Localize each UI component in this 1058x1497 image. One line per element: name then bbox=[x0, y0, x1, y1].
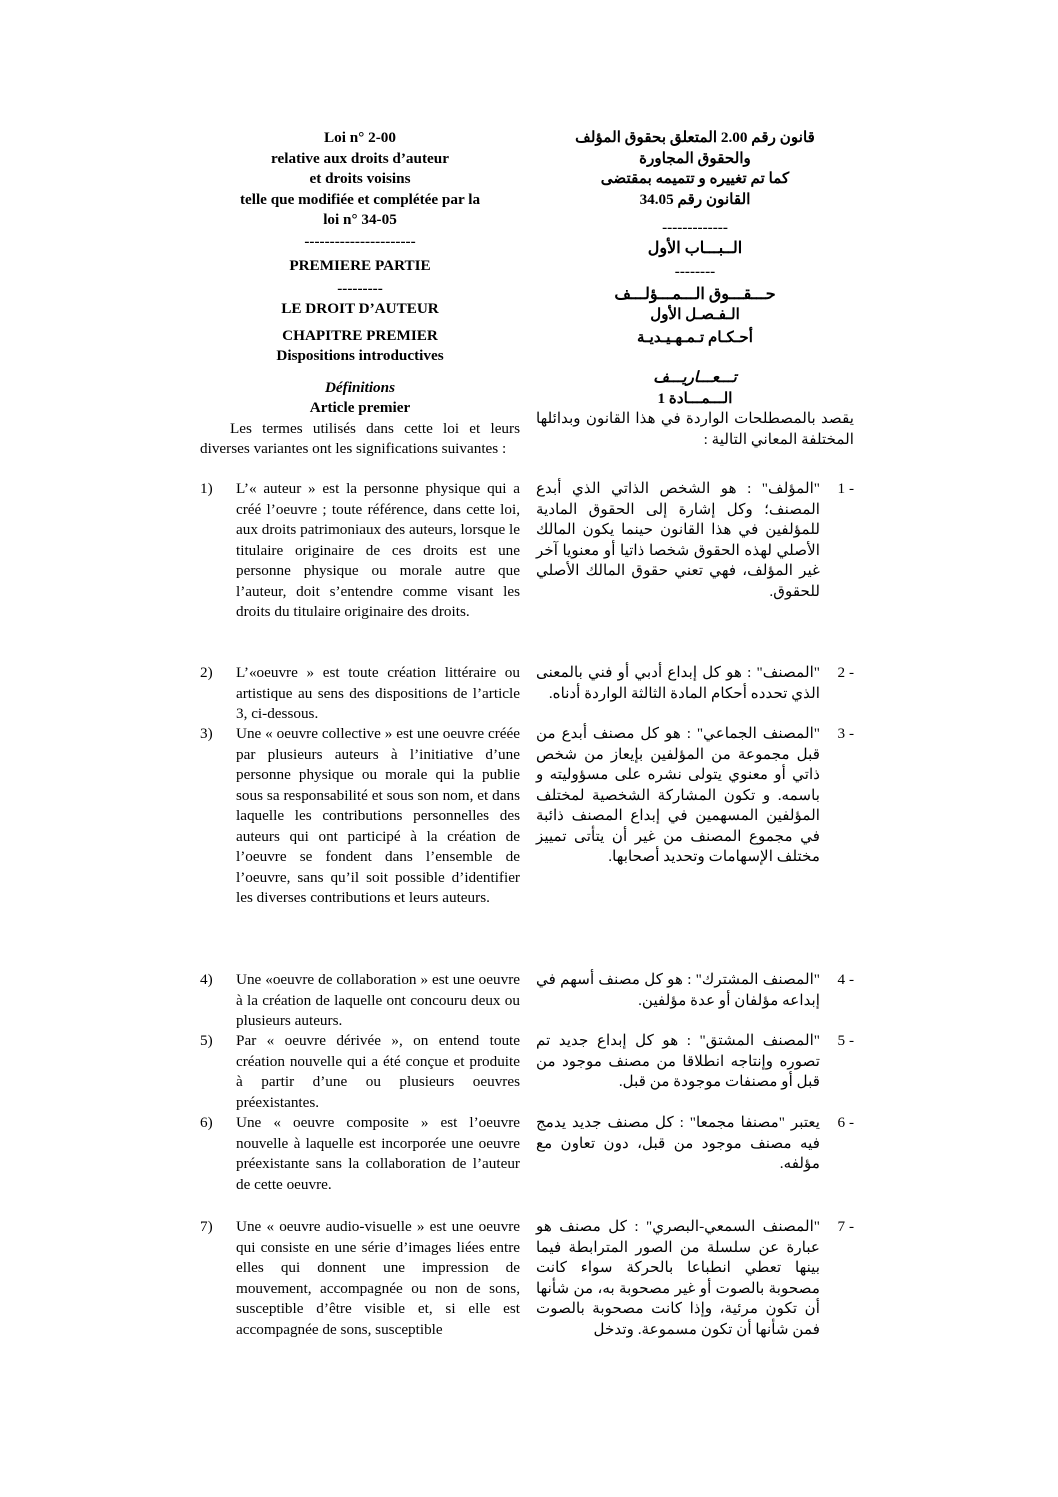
item-number: 1) bbox=[200, 480, 213, 497]
arabic-law-title bbox=[536, 128, 854, 210]
french-definition-item bbox=[200, 479, 520, 623]
french-title-line: relative aux droits d’auteur bbox=[271, 149, 449, 167]
arabic-column bbox=[536, 128, 854, 1338]
item-text: Une « oeuvre collective » est une oeuvre créée par plusieurs auteurs à l’initiative d’une personne physique ou morale qui la publie sous sa responsabilité et sous son nom, et dans laquelle les contributions personnelles des auteurs qui ont participé à la création de l’oeuvre se fondent dans l’ensemble de l’oeuvre, sans qu’il soit possible d’identifier les diverses contributions et leurs auteurs. bbox=[236, 725, 520, 906]
french-separator: --------- bbox=[337, 279, 383, 297]
item-number: 2 - bbox=[837, 664, 854, 681]
french-definitions-heading: Définitions bbox=[324, 378, 396, 396]
french-intro-text: Les termes utilisés dans cette loi et leurs diverses variantes ont les significations suivantes : bbox=[200, 419, 520, 457]
arabic-definition-item bbox=[536, 724, 854, 868]
arabic-madda-heading: الـــمـــادة 1 bbox=[657, 389, 733, 407]
item-text: L’«oeuvre » est toute création littéraire ou artistique au sens des dispositions de l’article 3, ci-dessous. bbox=[236, 664, 520, 722]
item-text: "المصنف الجماعي" : هو كل مصنف أبدع من قبل مجموعة من المؤلفين بإيعاز من شخص ذاتي أو معنوي يتولى نشره على مسؤوليته و باسمه. و تكون المشاركة الشخصية لمختلف المؤلفين المسهمين في إبداع المصنف ذائبة في مجموع المصنف من غير أن يتأتى تمييز مختلف الإسهامات وتحديد أصحابها. bbox=[536, 725, 820, 865]
item-text: "المصنف السمعي-البصري" : كل مصنف هو عبارة عن سلسلة من الصور المترابطة فيما بينها تعطي انطباعا بالحركة سواء كانت مصحوبة بالصوت أو غير مصحوبة به، من شأنها أن تكون مرئية، وإذا كانت مصحوبة بالصوت فمن شأنها أن تكون مسموعة. وتدخل bbox=[536, 1218, 820, 1338]
item-text: Une «oeuvre de collaboration » est une oeuvre à la création de laquelle ont concouru deux ou plusieurs auteurs. bbox=[236, 971, 520, 1029]
arabic-taarif-heading: تـــعـــاريـــف bbox=[653, 369, 737, 386]
french-definition-item bbox=[200, 1031, 520, 1113]
french-droit-heading: LE DROIT D’AUTEUR bbox=[281, 300, 439, 317]
french-column bbox=[200, 128, 520, 1338]
arabic-title-line: كما تم تغييره و تتميمه بمقتضى bbox=[600, 170, 790, 187]
arabic-definition-item bbox=[536, 1217, 854, 1340]
french-part-heading: PREMIERE PARTIE bbox=[289, 257, 431, 274]
arabic-ahkam-heading: أحـكـام تـمـهـيـديـة bbox=[637, 328, 753, 346]
arabic-fasl-heading: الـفـصـل الأول bbox=[650, 306, 740, 323]
item-text: يعتبر "مصنفا مجمعا" : كل مصنف جديد يدمج فيه مصنف موجود من قبل، دون تعاون مع مؤلفه. bbox=[536, 1114, 820, 1172]
french-title-line: Loi n° 2-00 bbox=[324, 129, 396, 146]
french-definition-item bbox=[200, 1217, 520, 1340]
arabic-title-line: والحقوق المجاورة bbox=[639, 149, 751, 167]
arabic-definition-item bbox=[536, 479, 854, 602]
arabic-title-line: قانون رقم 2.00 المتعلق بحقوق المؤلف bbox=[575, 129, 815, 146]
item-text: Une « oeuvre audio-visuelle » est une oeuvre qui consiste en une série d’images liées entre elles qui donnent une impression de mouvement, accompagnée ou non de sons, susceptible d’être visible et, si elle est accompagnée de sons, susceptible bbox=[236, 1218, 520, 1338]
arabic-definition-item bbox=[536, 663, 854, 704]
item-text: Par « oeuvre dérivée », on entend toute création nouvelle qui a été conçue et produite à partir d’une ou plusieurs oeuvres préexistantes. bbox=[236, 1032, 520, 1111]
french-definition-item bbox=[200, 663, 520, 725]
french-title-line: telle que modifiée et complétée par la bbox=[239, 190, 481, 208]
arabic-huquq-heading: حـــقـــوق الـــمـــؤلـــف bbox=[614, 285, 776, 303]
item-text: "المصنف المشتق" : هو كل إبداع جديد تم تصوره وإنتاجه انطلاقا من مصنف موجود من قبل أو مصنفات موجودة من قبل. bbox=[536, 1032, 820, 1090]
item-number: 6 - bbox=[837, 1114, 854, 1131]
french-separator: ---------------------- bbox=[304, 232, 416, 250]
french-intro bbox=[200, 419, 520, 460]
french-definition-item bbox=[200, 1113, 520, 1195]
arabic-definition-item bbox=[536, 970, 854, 1011]
french-definition-item bbox=[200, 970, 520, 1032]
french-title-line: et droits voisins bbox=[309, 170, 411, 187]
french-law-title bbox=[200, 128, 520, 231]
french-title-line: loi n° 34-05 bbox=[323, 211, 397, 228]
item-text: "المؤلف" : هو الشخص الذاتي الذي أبدع المصنف؛ وكل إشارة إلى الحقوق المادية للمؤلفين في هذا القانون حينما يكون المالك الأصلي لهذه الحقوق شخصا ذاتيا أو معنويا آخر غير المؤلف، فهي تعني حقوق المالك الأصلي للحقوق. bbox=[536, 480, 820, 600]
item-text: "المصنف المشترك" : هو كل مصنف أسهم في إبداعه مؤلفان أو عدة مؤلفين. bbox=[536, 971, 820, 1009]
french-definition-item bbox=[200, 724, 520, 909]
item-text: L’« auteur » est la personne physique qui a créé l’oeuvre ; toute référence, dans cette loi, aux droits patrimoniaux des auteurs, lorsque le titulaire originaire de ces droits est une personne physique ou morale autre que l’auteur, doit s’entendre comme visant les droits du titulaire originaire des droits. bbox=[236, 480, 520, 620]
arabic-separator: -------- bbox=[674, 263, 716, 280]
item-number: 3) bbox=[200, 725, 213, 742]
arabic-bab-heading: الــبـــاب الأول bbox=[647, 239, 743, 257]
french-dispositions-heading: Dispositions introductives bbox=[276, 347, 444, 364]
arabic-intro bbox=[536, 409, 854, 450]
item-number: 4) bbox=[200, 971, 213, 988]
item-number: 7 - bbox=[837, 1218, 854, 1235]
item-number: 4 - bbox=[837, 971, 854, 988]
item-number: 7) bbox=[200, 1218, 213, 1235]
french-chapter-heading: CHAPITRE PREMIER bbox=[282, 326, 438, 344]
arabic-definition-item bbox=[536, 1113, 854, 1175]
item-text: Une « oeuvre composite » est l’oeuvre nouvelle à laquelle est incorporée une oeuvre préexistante sans la collaboration de l’auteur de cette oeuvre. bbox=[236, 1114, 520, 1193]
french-article-heading: Article premier bbox=[309, 399, 411, 416]
arabic-separator: ------------- bbox=[662, 219, 728, 236]
item-text: "المصنف" : هو كل إبداع أدبي أو فني بالمعنى الذي تحدده أحكام المادة الثالثة الواردة أدناه. bbox=[536, 664, 820, 702]
arabic-title-line: القانون رقم 34.05 bbox=[639, 190, 751, 208]
item-number: 1 - bbox=[837, 480, 854, 497]
item-number: 5 - bbox=[837, 1032, 854, 1049]
item-number: 2) bbox=[200, 664, 213, 681]
item-number: 6) bbox=[200, 1114, 213, 1131]
arabic-intro-text: يقصد بالمصطلحات الواردة في هذا القانون وبدائلها المختلفة المعاني التالية : bbox=[536, 410, 854, 448]
item-number: 3 - bbox=[837, 725, 854, 742]
item-number: 5) bbox=[200, 1032, 213, 1049]
arabic-definition-item bbox=[536, 1031, 854, 1093]
